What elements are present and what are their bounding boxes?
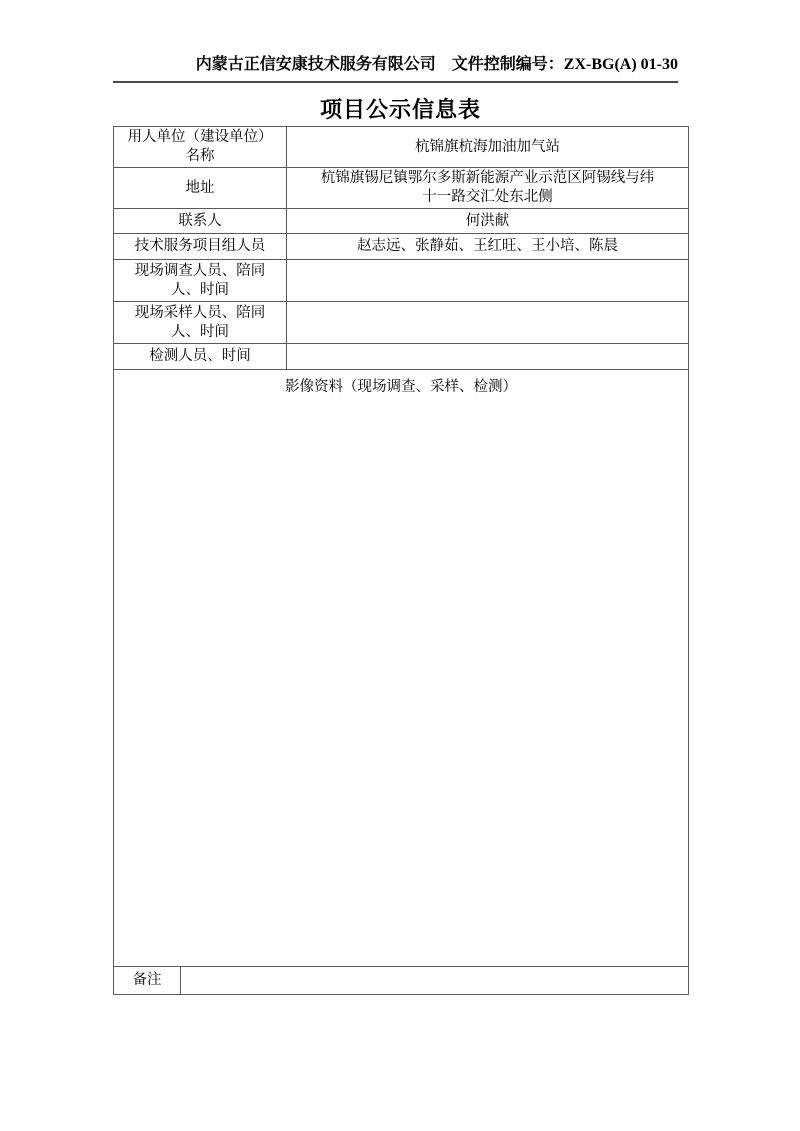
row-value-project-team: 赵志远、张静茹、王红旺、王小培、陈晨 xyxy=(287,234,689,260)
media-section-title: 影像资料（现场调查、采样、检测） xyxy=(285,379,517,395)
table-row-project-team xyxy=(114,234,689,260)
table-row-unit-name xyxy=(114,127,689,168)
row-label-testing: 检测人员、时间 xyxy=(114,344,287,370)
table-row-site-sampling xyxy=(114,302,689,344)
row-label-contact: 联系人 xyxy=(114,209,287,234)
row-value-contact: 何洪献 xyxy=(287,209,689,234)
table-row-contact xyxy=(114,209,689,234)
row-value-unit-name: 杭锦旗杭海加油加气站 xyxy=(287,127,689,168)
row-label-address: 地址 xyxy=(114,168,287,209)
document-header xyxy=(113,54,678,83)
label-line: 用人单位（建设单位） xyxy=(127,129,273,145)
label-line: 现场采样人员、陪同 xyxy=(134,304,266,321)
label-line: 人、时间 xyxy=(171,323,229,340)
media-section-cell xyxy=(114,370,689,967)
table-row-address xyxy=(114,168,689,209)
table-row-media xyxy=(114,370,689,967)
remark-label: 备注 xyxy=(114,967,181,995)
row-value-site-sampling xyxy=(287,302,689,344)
row-label-project-team: 技术服务项目组人员 xyxy=(114,234,287,260)
remark-value xyxy=(181,967,689,995)
table-row-remark xyxy=(114,967,689,995)
page-title: 项目公示信息表 xyxy=(319,97,481,122)
row-value-site-survey xyxy=(287,260,689,302)
row-label-unit-name xyxy=(114,127,287,168)
value-line: 十一路交汇处东北侧 xyxy=(422,189,553,205)
row-label-site-sampling xyxy=(114,302,287,344)
info-table xyxy=(113,126,689,995)
row-value-address xyxy=(287,168,689,209)
label-line: 现场调查人员、陪同 xyxy=(134,262,266,279)
label-line: 名称 xyxy=(185,148,215,164)
row-value-testing xyxy=(287,344,689,370)
row-label-site-survey xyxy=(114,260,287,302)
value-line: 杭锦旗锡尼镇鄂尔多斯新能源产业示范区阿锡线与纬 xyxy=(320,170,655,186)
label-line: 人、时间 xyxy=(171,281,229,298)
table-row-testing xyxy=(114,344,689,370)
doc-control-number: 文件控制编号：ZX-BG(A) 01-30 xyxy=(451,56,678,73)
company-name: 内蒙古正信安康技术服务有限公司 xyxy=(195,56,436,73)
table-row-site-survey xyxy=(114,260,689,302)
